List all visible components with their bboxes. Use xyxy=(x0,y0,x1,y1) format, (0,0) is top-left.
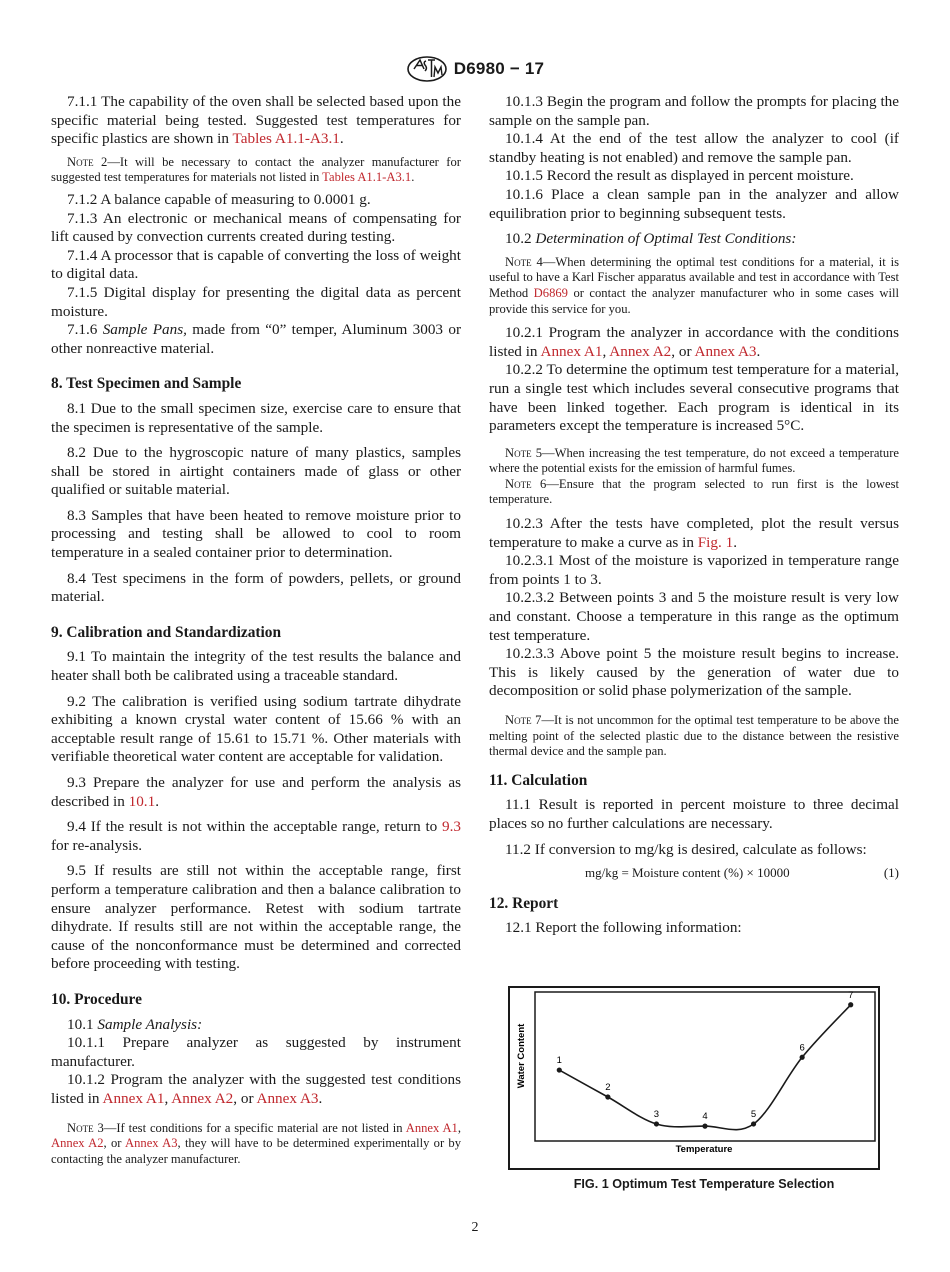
para-10-2-3-1: 10.2.3.1 Most of the moisture is vaporized in temperature range from points 1 to 3. xyxy=(489,552,899,588)
section-9-heading: 9. Calibration and Standardization xyxy=(51,623,282,641)
d6869-link[interactable]: D6869 xyxy=(533,285,568,300)
data-point-5 xyxy=(751,1121,756,1126)
para-10-1-2: 10.1.2 Program the analyzer with the suggested test conditions listed in Annex A1, Annex A2, or Annex A3. xyxy=(51,1071,461,1107)
para-8-1: 8.1 Due to the small specimen size, exercise care to ensure that the specimen is representative of the sample. xyxy=(51,399,461,436)
data-point-7 xyxy=(848,1002,853,1007)
annex-a2-link[interactable]: Annex A2 xyxy=(51,1136,104,1151)
para-12-1: 12.1 Report the following information: xyxy=(505,919,742,937)
figure-1-chart xyxy=(508,986,880,1170)
data-point-6 xyxy=(800,1055,805,1060)
annex-a3-link[interactable]: Annex A3 xyxy=(125,1136,178,1151)
left-column xyxy=(51,93,461,1172)
annex-a3-link[interactable]: Annex A3 xyxy=(694,342,757,360)
equation-text: mg/kg = Moisture content (%) × 10000 xyxy=(585,865,790,881)
para-11-2: 11.2 If conversion to mg/kg is desired, calculate as follows: xyxy=(505,840,867,858)
para-10-1: 10.1 Sample Analysis: xyxy=(67,1015,203,1033)
fig-1-link[interactable]: Fig. 1 xyxy=(697,533,734,551)
page-number: 2 xyxy=(471,1220,479,1235)
para-9-4: 9.4 If the result is not within the acceptable range, return to 9.3 for re-analysis. xyxy=(51,818,461,854)
figure-1-caption: FIG. 1 Optimum Test Temperature Selection xyxy=(573,1177,835,1191)
para-10-2-2: 10.2.2 To determine the optimum test temperature for a material, run a single test which includes several consecutive programs that have been linked together. Each program is identical in its parameters except the temperature is increased 5°C. xyxy=(489,361,899,435)
point-label-7: 7 xyxy=(848,989,854,1001)
para-7-1-6: 7.1.6 Sample Pans, made from “0” temper, Aluminum 3003 or other nonreactive material. xyxy=(51,321,461,357)
equation-number: (1) xyxy=(883,865,899,881)
para-10-1-3: 10.1.3 Begin the program and follow the prompts for placing the sample on the sample pan. xyxy=(489,93,899,129)
data-point-1 xyxy=(557,1067,562,1072)
equation-1 xyxy=(489,864,899,883)
annex-a2-link[interactable]: Annex A2 xyxy=(171,1089,234,1107)
para-10-2-3-2: 10.2.3.2 Between points 3 and 5 the moisture result is very low and constant. Choose a temperature in this range as the optimum test temperature. xyxy=(489,589,899,644)
para-10-2-3: 10.2.3 After the tests have completed, plot the result versus temperature to make a curve as in Fig. 1. xyxy=(489,515,899,551)
point-label-1: 1 xyxy=(556,1055,562,1067)
annex-a1-link[interactable]: Annex A1 xyxy=(405,1120,458,1135)
annex-a1-link[interactable]: Annex A1 xyxy=(540,342,603,360)
para-10-2-1: 10.2.1 Program the analyzer in accordance with the conditions listed in Annex A1, Annex A2, or Annex A3. xyxy=(489,324,899,360)
para-7-1-1: 7.1.1 The capability of the oven shall be selected based upon the specific material being tested. Suggested test temperatures for specific plastics are shown in Tables A1.1-A3.1. xyxy=(51,93,461,148)
note-6: Note 6—Ensure that the program selected to run first is the lowest temperature. xyxy=(489,476,899,507)
section-10-heading: 10. Procedure xyxy=(51,990,142,1008)
annex-a3-link[interactable]: Annex A3 xyxy=(256,1089,319,1107)
para-7-1-2: 7.1.2 A balance capable of measuring to 0.0001 g. xyxy=(67,190,371,208)
para-10-1-4: 10.1.4 At the end of the test allow the analyzer to cool (if standby heating is not enabled) and remove the sample pan. xyxy=(489,130,899,166)
section-11-heading: 11. Calculation xyxy=(489,771,588,789)
para-9-5: 9.5 If results are still not within the acceptable range, first perform a temperature calibration and then a balance calibration to ensure analyzer performance. Retest with sodium tartrate dihydrate. If results still are not within the acceptable range, the cause of the nonconformance must be determined and corrected before proceeding with testing. xyxy=(51,862,461,973)
section-8-heading: 8. Test Specimen and Sample xyxy=(51,375,242,393)
page-header xyxy=(0,54,950,84)
para-7-1-3: 7.1.3 An electronic or mechanical means of compensating for lift caused by convection currents created during testing. xyxy=(51,209,461,246)
point-label-3: 3 xyxy=(653,1108,660,1120)
astm-logo-icon xyxy=(406,55,448,83)
para-9-2: 9.2 The calibration is verified using sodium tartrate dihydrate exhibiting a known crystal water content of 15.66 % with an acceptable result range of 15.61 to 15.71 %. Other materials with verifiable theoretical water content are acceptable for validation. xyxy=(51,692,461,766)
section-12-heading: 12. Report xyxy=(489,894,559,912)
point-label-6: 6 xyxy=(799,1042,805,1054)
note-5: Note 5—When increasing the test temperature, do not exceed a temperature where the potential exists for the emission of harmful fumes. xyxy=(489,445,899,476)
para-8-4: 8.4 Test specimens in the form of powders, pellets, or ground material. xyxy=(51,569,461,606)
para-7-1-5: 7.1.5 Digital display for presenting the digital data as percent moisture. xyxy=(51,283,461,320)
point-label-5: 5 xyxy=(750,1108,757,1120)
note-4: Note 4—When determining the optimal test conditions for a material, it is useful to have a Karl Fischer apparatus available and test in accordance with Test Method D6869 or contact the analyzer manufacturer who in some cases will provide this service for you. xyxy=(489,254,900,316)
section-9-3-link[interactable]: 9.3 xyxy=(442,818,461,836)
data-point-3 xyxy=(654,1121,659,1126)
data-point-2 xyxy=(605,1094,610,1099)
para-10-1-5: 10.1.5 Record the result as displayed in percent moisture. xyxy=(505,167,854,185)
para-10-1-6: 10.1.6 Place a clean sample pan in the analyzer and allow equilibration prior to beginning subsequent tests. xyxy=(489,185,899,222)
para-10-1-1: 10.1.1 Prepare analyzer as suggested by instrument manufacturer. xyxy=(51,1034,461,1070)
para-8-3: 8.3 Samples that have been heated to remove moisture prior to processing and testing shall be allowed to cool to room temperature in a sealed container prior to determination. xyxy=(51,506,461,562)
para-11-1: 11.1 Result is reported in percent moisture to three decimal places so no further calculations are necessary. xyxy=(489,796,899,832)
para-9-1: 9.1 To maintain the integrity of the test results the balance and heater shall both be calibrated using a traceable standard. xyxy=(51,648,461,685)
note-2: Note 2—It will be necessary to contact the analyzer manufacturer for suggested test temperatures for materials not listed in Tables A1.1-A3.1. xyxy=(51,154,461,185)
para-8-2: 8.2 Due to the hygroscopic nature of many plastics, samples shall be stored in airtight containers made of glass or other qualified or suitable material. xyxy=(51,444,461,499)
point-label-2: 2 xyxy=(605,1082,611,1094)
para-9-3: 9.3 Prepare the analyzer for use and perform the analysis as described in 10.1. xyxy=(51,774,461,810)
right-column xyxy=(489,93,899,938)
tables-a1-a3-link[interactable]: Tables A1.1-A3.1 xyxy=(322,170,412,185)
document-id: D6980 − 17 xyxy=(453,59,545,78)
para-10-2-3-3: 10.2.3.3 Above point 5 the moisture result begins to increase. This is likely caused by the generation of water due to decomposition or solid phase polymerization of the sample. xyxy=(489,645,899,700)
para-10-2: 10.2 Determination of Optimal Test Conditions: xyxy=(505,230,797,248)
section-10-1-link[interactable]: 10.1 xyxy=(128,792,156,810)
tables-a1-a3-link[interactable]: Tables A1.1-A3.1 xyxy=(232,130,340,148)
point-label-4: 4 xyxy=(702,1111,708,1123)
para-7-1-4: 7.1.4 A processor that is capable of converting the loss of weight to digital data. xyxy=(51,246,461,283)
annex-a2-link[interactable]: Annex A2 xyxy=(609,342,672,360)
data-point-4 xyxy=(702,1124,707,1129)
y-axis-label: Water Content xyxy=(516,1023,527,1089)
note-3: Note 3—If test conditions for a specific material are not listed in Annex A1, Annex A2, or Annex A3, they will have to be determined experimentally or by contacting the analyzer manufacturer. xyxy=(51,1120,462,1166)
note-7: Note 7—It is not uncommon for the optimal test temperature to be above the melting point of the selected plastic due to the distance between the resistive thermal device and the sample pan. xyxy=(489,713,899,759)
x-axis-label: Temperature xyxy=(675,1144,733,1155)
annex-a1-link[interactable]: Annex A1 xyxy=(102,1089,165,1107)
